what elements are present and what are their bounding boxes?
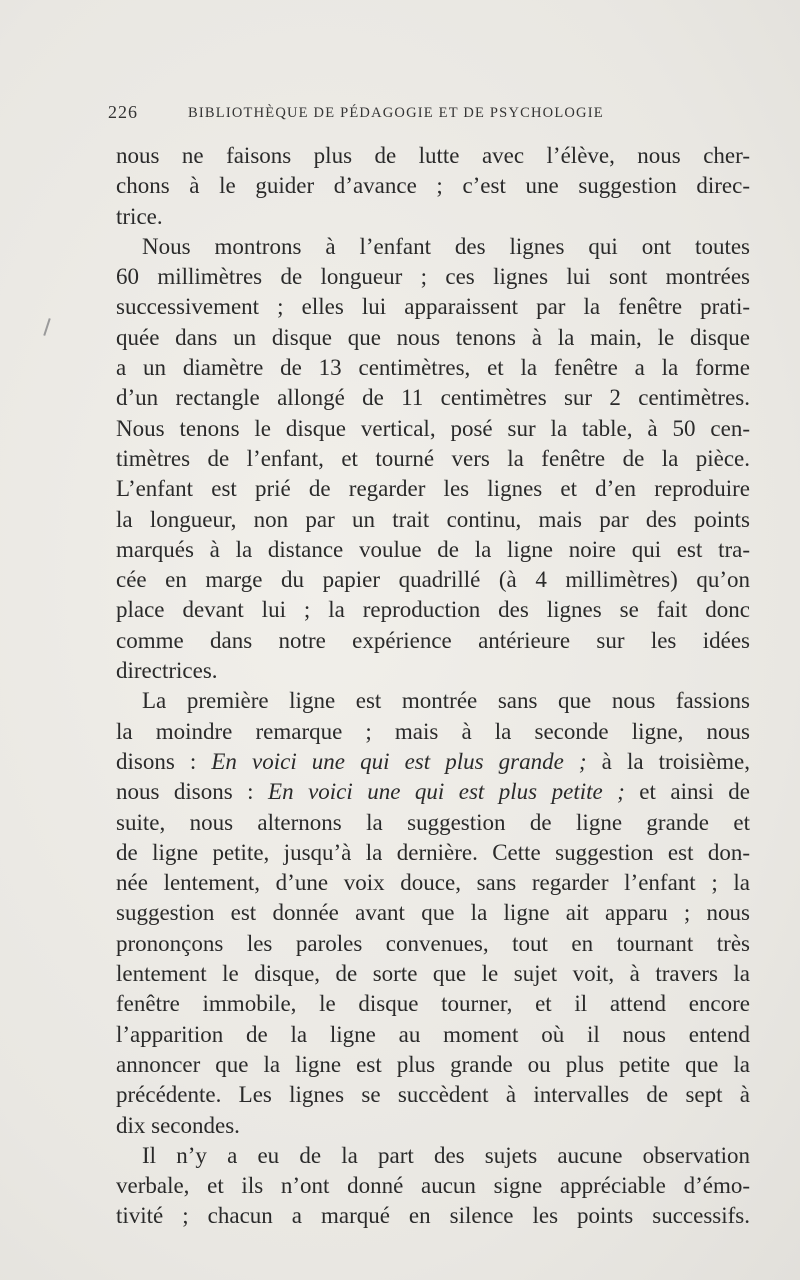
text-line: dix secondes. (116, 1112, 240, 1138)
text-line (116, 777, 750, 807)
body-text (116, 141, 750, 1232)
text-line: l’apparition de la ligne au moment où il nous entend (116, 1021, 750, 1047)
text-line: marqués à la distance voulue de la ligne noire qui est tra- (116, 536, 750, 562)
text-segment: disons : (116, 748, 212, 774)
text-line: directrices. (116, 658, 218, 684)
running-head: BIBLIOTHÈQUE DE PÉDAGOGIE ET DE PSYCHOLOGIE (188, 105, 604, 121)
text-line: d’un rectangle allongé de 11 centimètres sur 2 centimètres. (116, 385, 750, 411)
text-line: suite, nous alternons la suggestion de ligne grande et (116, 809, 750, 835)
text-line: place devant lui ; la reproduction des lignes se fait donc (116, 597, 750, 623)
text-line: précédente. Les lignes se succèdent à intervalles de sept à (116, 1082, 750, 1108)
text-line: La première ligne est montrée sans que nous fassions (142, 688, 750, 714)
text-line: suggestion est donnée avant que la ligne ait apparu ; nous (116, 900, 750, 926)
text-segment: à la troisième, (586, 748, 750, 774)
text-line: 60 millimètres de longueur ; ces lignes lui sont montrées (116, 264, 750, 290)
page-number: 226 (108, 102, 138, 122)
text-line: prononçons les paroles convenues, tout en tournant très (116, 930, 750, 956)
text-line: quée dans un disque que nous tenons à la main, le disque (116, 324, 750, 350)
italic-quote: En voici une qui est plus grande ; (211, 748, 587, 774)
text-line: chons à le guider d’avance ; c’est une suggestion direc- (116, 173, 750, 199)
text-line: a un diamètre de 13 centimètres, et la fenêtre a la forme (116, 355, 750, 381)
text-line: trice. (116, 203, 163, 229)
text-line: successivement ; elles lui apparaissent par la fenêtre prati- (116, 294, 750, 320)
text-line: lentement le disque, de sorte que le sujet voit, à travers la (116, 961, 750, 987)
text-line: Nous montrons à l’enfant des lignes qui ont toutes (142, 233, 750, 259)
text-line: Nous tenons le disque vertical, posé sur la table, à 50 cen- (116, 415, 750, 441)
text-line: timètres de l’enfant, et tourné vers la fenêtre de la pièce. (116, 445, 750, 471)
text-line: tivité ; chacun a marqué en silence les points successifs. (116, 1203, 750, 1229)
text-line: née lentement, d’une voix douce, sans regarder l’enfant ; la (116, 870, 750, 896)
text-line: cée en marge du papier quadrillé (à 4 millimètres) qu’on (116, 567, 750, 593)
text-line: nous ne faisons plus de lutte avec l’élève, nous cher- (116, 143, 750, 168)
text-line: annoncer que la ligne est plus grande ou plus petite que la (116, 1051, 750, 1077)
italic-quote: En voici une qui est plus petite ; (268, 779, 625, 805)
text-segment: nous disons : (116, 779, 269, 805)
text-line: L’enfant est prié de regarder les lignes et d’en reproduire (116, 476, 750, 502)
text-line: verbale, et ils n’ont donné aucun signe appréciable d’émo- (116, 1173, 750, 1199)
text-line (116, 747, 750, 777)
text-line: la moindre remarque ; mais à la seconde ligne, nous (116, 718, 750, 744)
pencil-mark (43, 318, 50, 336)
text-line: de ligne petite, jusqu’à la dernière. Cette suggestion est don- (116, 839, 750, 865)
text-line: Il n’y a eu de la part des sujets aucune observation (142, 1142, 750, 1168)
text-line: comme dans notre expérience antérieure sur les idées (116, 627, 750, 653)
text-line: la longueur, non par un trait continu, mais par des points (116, 506, 750, 532)
text-line: fenêtre immobile, le disque tourner, et il attend encore (116, 991, 750, 1017)
text-segment: et ainsi de (624, 779, 750, 805)
